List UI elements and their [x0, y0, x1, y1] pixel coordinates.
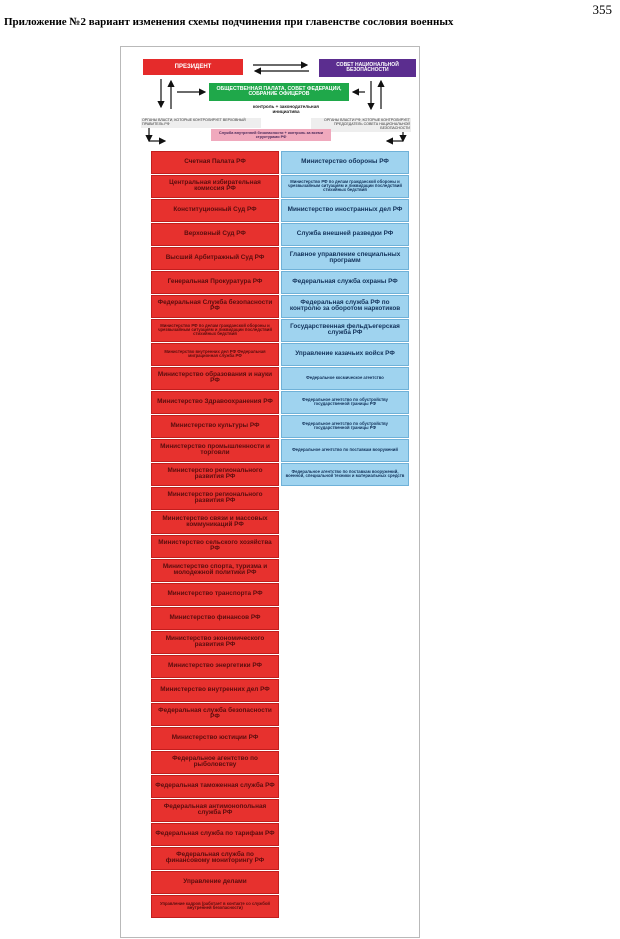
red-item: Федеральная Служба безопасности РФ	[151, 295, 279, 318]
red-item: Министерство образования и науки РФ	[151, 367, 279, 390]
red-item: Федеральное агентство по рыболовству	[151, 751, 279, 774]
security-council-box: СОВЕТ НАЦИОНАЛЬНОЙ БЕЗОПАСНОСТИ	[319, 59, 416, 77]
red-item: Генеральная Прокуратура РФ	[151, 271, 279, 294]
note-left: ОРГАНЫ ВЛАСТИ, КОТОРЫЕ КОНТРОЛИРУЕТ ВЕРХОВНЫЙ ПРАВИТЕЛЬ РФ	[141, 118, 261, 128]
red-item: Федеральная служба по тарифам РФ	[151, 823, 279, 846]
blue-item: Министерство РФ по делам гражданской обороны и чрезвычайным ситуациям и ликвидации последствий стихийных бедствий	[281, 175, 409, 198]
red-item: Министерство связи и массовых коммуникаций РФ	[151, 511, 279, 534]
red-item: Федеральная служба по финансовому мониторингу РФ	[151, 847, 279, 870]
red-item: Министерство финансов РФ	[151, 607, 279, 630]
blue-item: Служба внешней разведки РФ	[281, 223, 409, 246]
blue-item: Федеральная служба охраны РФ	[281, 271, 409, 294]
page-number: 355	[592, 2, 612, 17]
red-item: Министерство внутренних дел РФ	[151, 679, 279, 702]
red-item: Министерство промышленности и торговли	[151, 439, 279, 462]
blue-item: Федеральное агентство по поставкам вооружений, военной, специальной техники и материальных средств	[281, 463, 409, 486]
red-item: Верховный Суд РФ	[151, 223, 279, 246]
red-item: Федеральная таможенная служба РФ	[151, 775, 279, 798]
blue-item: Федеральная служба РФ по контролю за оборотом наркотиков	[281, 295, 409, 318]
blue-item: Федеральное космическое агентство	[281, 367, 409, 390]
red-item: Министерство регионального развития РФ	[151, 487, 279, 510]
red-item: Управление делами	[151, 871, 279, 894]
control-note: контроль + законодательная инициатива	[253, 104, 319, 115]
blue-item: Государственная фельдъегерская служба РФ	[281, 319, 409, 342]
red-item: Министерство транспорта РФ	[151, 583, 279, 606]
security-council-column	[281, 151, 409, 487]
supreme-ruler-column	[151, 151, 279, 919]
blue-item: Федеральное агентство по обустройству государственной границы РФ	[281, 415, 409, 438]
red-item: Министерство энергетики РФ	[151, 655, 279, 678]
red-item: Министерство РФ по делам гражданской обороны и чрезвычайным ситуациям и ликвидации последствий стихийных бедствий	[151, 319, 279, 342]
blue-item: Управление казачьих войск РФ	[281, 343, 409, 366]
red-item: Счетная Палата РФ	[151, 151, 279, 174]
internal-security-box: Служба внутренней безопасности + контроль за всеми структурами РФ	[211, 129, 331, 141]
blue-item: Министерство иностранных дел РФ	[281, 199, 409, 222]
red-item: Министерство спорта, туризма и молодежной политики РФ	[151, 559, 279, 582]
org-chart	[120, 46, 420, 938]
red-item: Конституционный Суд РФ	[151, 199, 279, 222]
red-item: Министерство регионального развития РФ	[151, 463, 279, 486]
blue-item: Федеральное агентство по обустройству государственной границы РФ	[281, 391, 409, 414]
president-box: ПРЕЗИДЕНТ	[143, 59, 243, 75]
red-item: Министерство сельского хозяйства РФ	[151, 535, 279, 558]
red-item: Министерство юстиции РФ	[151, 727, 279, 750]
red-item: Федеральная антимонопольная служба РФ	[151, 799, 279, 822]
red-item: Министерство Здравоохранения РФ	[151, 391, 279, 414]
red-item: Высший Арбитражный Суд РФ	[151, 247, 279, 270]
blue-item: Главное управление специальных программ	[281, 247, 409, 270]
red-item: Управление кадров (работает в контакте со службой внутренней безопасности)	[151, 895, 279, 918]
blue-item: Федеральное агентство по поставкам вооружений	[281, 439, 409, 462]
caption: Приложение №2 вариант изменения схемы подчинения при главенстве сословия военных	[4, 16, 454, 28]
red-item: Министерство внутренних дел РФ Федеральная миграционная служба РФ	[151, 343, 279, 366]
red-item: Министерство экономического развития РФ	[151, 631, 279, 654]
note-right: ОРГАНЫ ВЛАСТИ РФ, КОТОРЫЕ КОНТРОЛИРУЕТ ПРЕДСЕДАТЕЛЬ СОВЕТА НАЦИОНАЛЬНОЙ БЕЗОПАСНОСТИ	[311, 118, 411, 132]
red-item: Федеральная служба безопасности РФ	[151, 703, 279, 726]
blue-item: Министерство обороны РФ	[281, 151, 409, 174]
public-chamber-box: ОБЩЕСТВЕННАЯ ПАЛАТА, СОВЕТ ФЕДЕРАЦИИ, СОБРАНИЕ ОФИЦЕРОВ	[209, 83, 349, 101]
red-item: Министерство культуры РФ	[151, 415, 279, 438]
red-item: Центральная избирательная комиссия РФ	[151, 175, 279, 198]
